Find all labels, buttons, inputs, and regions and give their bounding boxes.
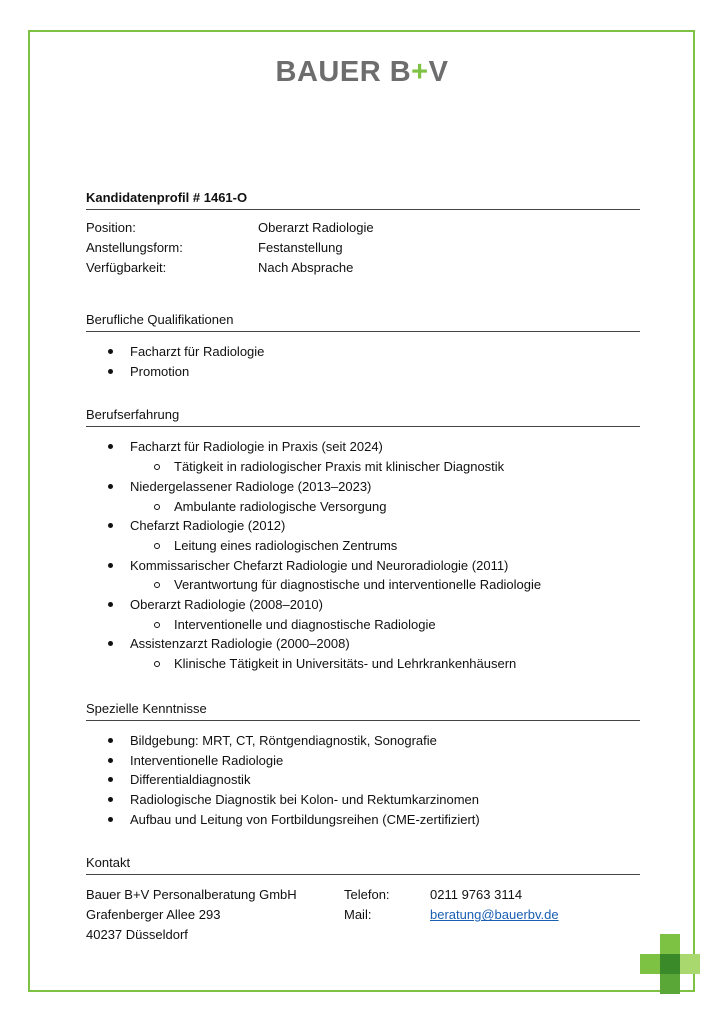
contact-block [86,885,640,945]
list-item: Kommissarischer Chefarzt Radiologie und Neuroradiologie (2011) Verantwortung für diagnostische und interventionelle Radiologie [86,556,640,595]
list-item: Facharzt für Radiologie in Praxis (seit 2024) Tätigkeit in radiologischer Praxis mit klinischer Diagnostik [86,437,640,476]
sub-list-item: Ambulante radiologische Versorgung [86,497,640,517]
profile-content [86,190,640,945]
list-item: Niedergelassener Radiologe (2013–2023) Ambulante radiologische Versorgung [86,477,640,516]
mail-label: Mail: [344,907,372,923]
experience-list [86,437,640,673]
sub-list-item: Leitung eines radiologischen Zentrums [86,536,640,556]
qualifications-list [86,342,640,381]
sub-list-item: Klinische Tätigkeit in Universitäts- und Lehrkrankenhäusern [86,654,640,674]
phone-label: Telefon: [344,887,390,903]
profile-title: Kandidatenprofil # 1461-O [86,190,640,210]
details-table [86,218,640,278]
contact-heading: Kontakt [86,855,640,875]
list-item: Assistenzarzt Radiologie (2000–2008) Klinische Tätigkeit in Universitäts- und Lehrkrankenhäusern [86,634,640,673]
qualifications-heading: Berufliche Qualifikationen [86,312,640,332]
list-item: Facharzt für Radiologie [86,342,640,362]
green-cross-icon [640,934,700,994]
company-logo: BAUER B+V [275,56,449,88]
list-item: Differentialdiagnostik [86,770,640,790]
sub-list-item: Interventionelle und diagnostische Radiologie [86,615,640,635]
detail-row: Verfügbarkeit: Nach Absprache [86,260,354,275]
phone-number: 0211 9763 3114 [430,887,523,903]
list-item: Interventionelle Radiologie [86,751,640,771]
skills-heading: Spezielle Kenntnisse [86,701,640,721]
detail-row: Position: Oberarzt Radiologie [86,220,374,235]
list-item: Aufbau und Leitung von Fortbildungsreihen (CME-zertifiziert) [86,810,640,830]
sub-list-item: Tätigkeit in radiologischer Praxis mit klinischer Diagnostik [86,457,640,477]
list-item: Oberarzt Radiologie (2008–2010) Interventionelle und diagnostische Radiologie [86,595,640,634]
list-item: Bildgebung: MRT, CT, Röntgendiagnostik, Sonografie [86,731,640,751]
email-link[interactable]: beratung@bauerbv.de [430,907,559,923]
list-item: Promotion [86,362,640,382]
skills-list [86,731,640,830]
sub-list-item: Verantwortung für diagnostische und interventionelle Radiologie [86,575,640,595]
detail-row: Anstellungsform: Festanstellung [86,240,343,255]
list-item: Radiologische Diagnostik bei Kolon- und Rektumkarzinomen [86,790,640,810]
address: Bauer B+V Personalberatung GmbH Grafenberger Allee 293 40237 Düsseldorf [86,887,297,943]
list-item: Chefarzt Radiologie (2012) Leitung eines radiologischen Zentrums [86,516,640,555]
experience-heading: Berufserfahrung [86,407,640,427]
